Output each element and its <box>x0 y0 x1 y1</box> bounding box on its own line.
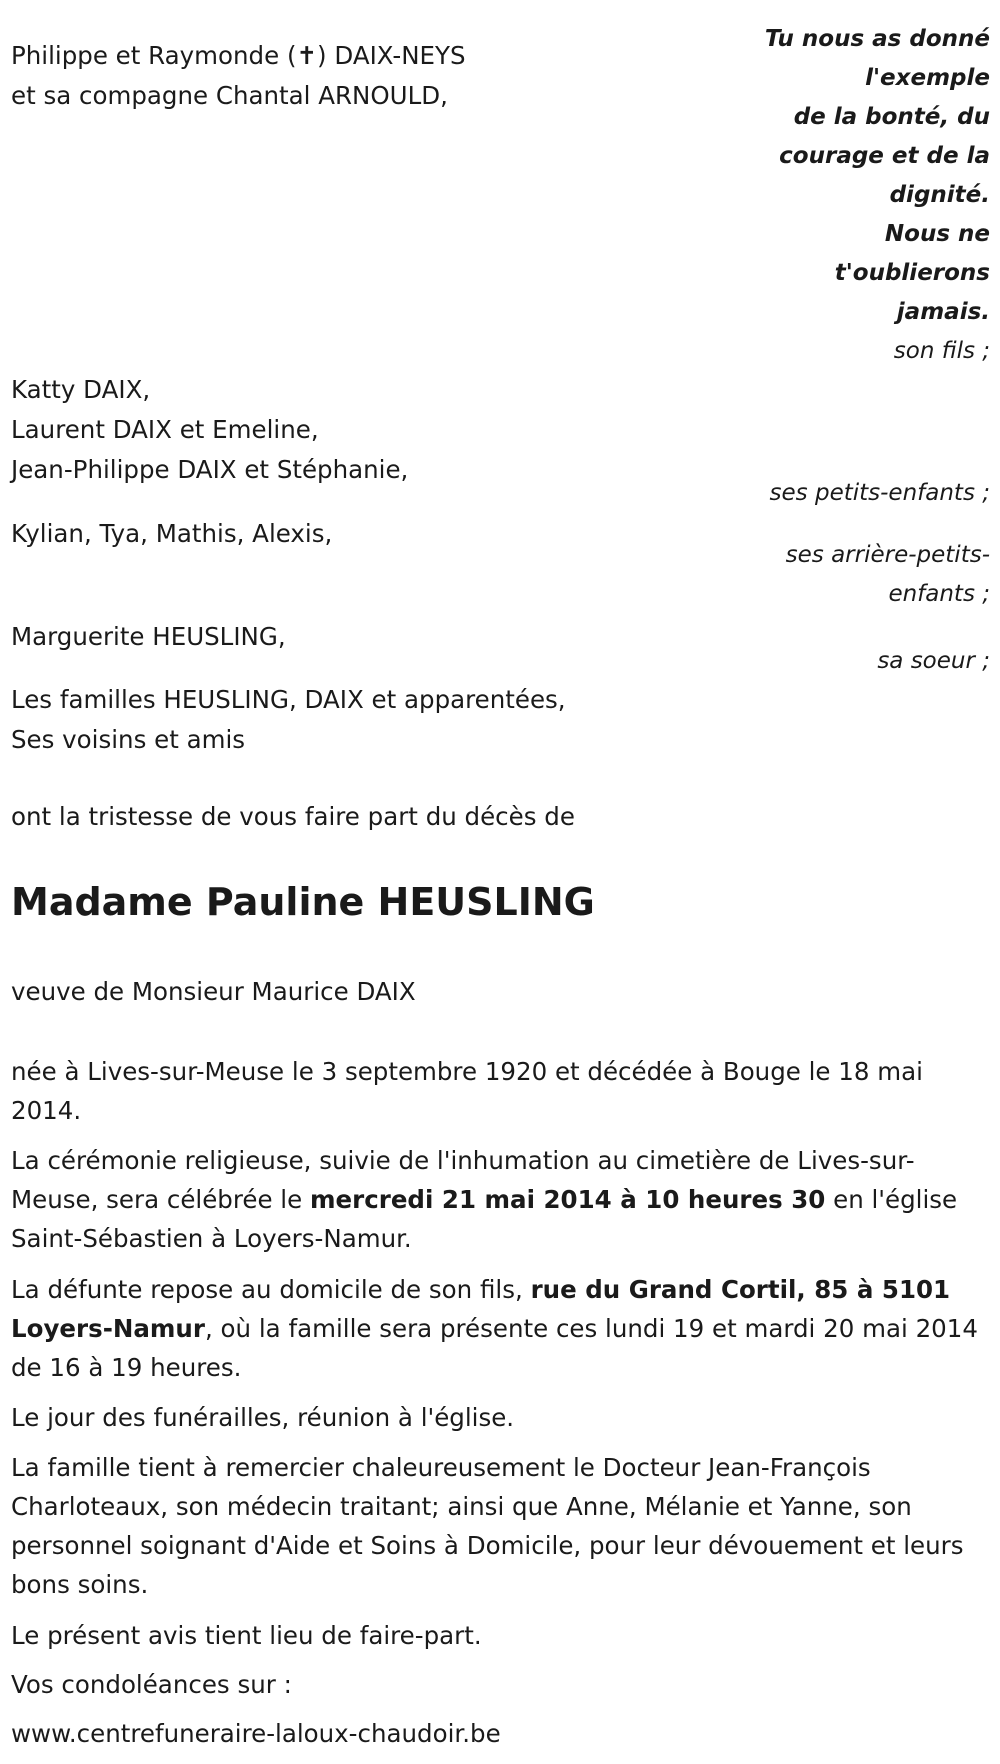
quote-line: t'oublierons <box>834 260 990 286</box>
family-line: Jean-Philippe DAIX et Stéphanie, <box>11 455 409 484</box>
role-label: enfants ; <box>888 581 990 607</box>
role-label: ses arrière-petits- <box>785 542 990 568</box>
family-line: et sa compagne Chantal ARNOULD, <box>11 81 448 110</box>
condolences-label: Vos condoléances sur : <box>11 1670 292 1699</box>
family-line: Ses voisins et amis <box>11 725 246 754</box>
ceremony-text: en l'église Saint-Sébastien à Loyers-Namur. <box>11 1185 958 1253</box>
announcement: ont la tristesse de vous faire part du décès de <box>11 802 575 831</box>
quote-line: courage et de la <box>779 143 990 169</box>
quote-line: l'exemple <box>865 65 990 91</box>
birth-death-paragraph: née à Lives-sur-Meuse le 3 septembre 1920 et décédée à Bouge le 18 mai 2014. <box>11 1057 923 1125</box>
family-block-others <box>11 680 711 760</box>
role-grandchildren <box>730 474 990 513</box>
quote-line: de la bonté, du <box>793 104 990 130</box>
family-line: Kylian, Tya, Mathis, Alexis, <box>11 519 333 548</box>
family-line: Katty DAIX, <box>11 375 151 404</box>
thanks-paragraph: La famille tient à remercier chaleureusement le Docteur Jean-François Charloteaux, son médecin traitant; ainsi que Anne, Mélanie et Yanne, son personnel soignant d'Aide et Soins à Domicile, pour leur dévouement et leurs bons soins. <box>11 1453 964 1599</box>
quote-block <box>730 20 990 371</box>
family-line: Marguerite HEUSLING, <box>11 622 286 651</box>
quote-line: dignité. <box>889 182 990 208</box>
widow-of: veuve de Monsieur Maurice DAIX <box>11 977 416 1006</box>
family-block-grandchildren <box>11 370 711 490</box>
ceremony-paragraph <box>11 1141 986 1258</box>
repose-paragraph <box>11 1270 986 1387</box>
role-great-grandchildren <box>730 536 990 614</box>
ceremony-text: La cérémonie religieuse, suivie de l'inhumation au cimetière de Lives-sur-Meuse, sera célébrée le <box>11 1146 915 1214</box>
role-sister <box>730 642 990 681</box>
family-block-sister <box>11 617 711 657</box>
family-block-son <box>11 36 711 116</box>
family-line: Philippe et Raymonde (✝) DAIX-NEYS <box>11 41 466 70</box>
role-label: sa soeur ; <box>877 648 990 674</box>
family-line: Les familles HEUSLING, DAIX et apparentées, <box>11 685 566 714</box>
repose-address: rue du Grand Cortil, 85 à 5101 Loyers-Namur <box>11 1275 951 1343</box>
deceased-name: Madame Pauline HEUSLING <box>11 880 595 924</box>
role-son: son fils ; <box>893 338 990 364</box>
quote-line: jamais. <box>896 299 990 325</box>
quote-line: Tu nous as donné <box>764 26 990 52</box>
repose-text: La défunte repose au domicile de son fils, <box>11 1275 531 1304</box>
notice-paragraph: Le présent avis tient lieu de faire-part. <box>11 1621 482 1650</box>
ceremony-date: mercredi 21 mai 2014 à 10 heures 30 <box>309 1185 826 1214</box>
role-label: ses petits-enfants ; <box>769 480 990 506</box>
family-line: Laurent DAIX et Emeline, <box>11 415 319 444</box>
repose-text: , où la famille sera présente ces lundi 19 et mardi 20 mai 2014 de 16 à 19 heures. <box>11 1314 978 1382</box>
funeral-day-paragraph: Le jour des funérailles, réunion à l'église. <box>11 1403 515 1432</box>
website-link[interactable]: www.centrefuneraire-laloux-chaudoir.be <box>11 1719 501 1748</box>
quote-line: Nous ne <box>884 221 990 247</box>
family-block-great-grandchildren <box>11 514 711 554</box>
